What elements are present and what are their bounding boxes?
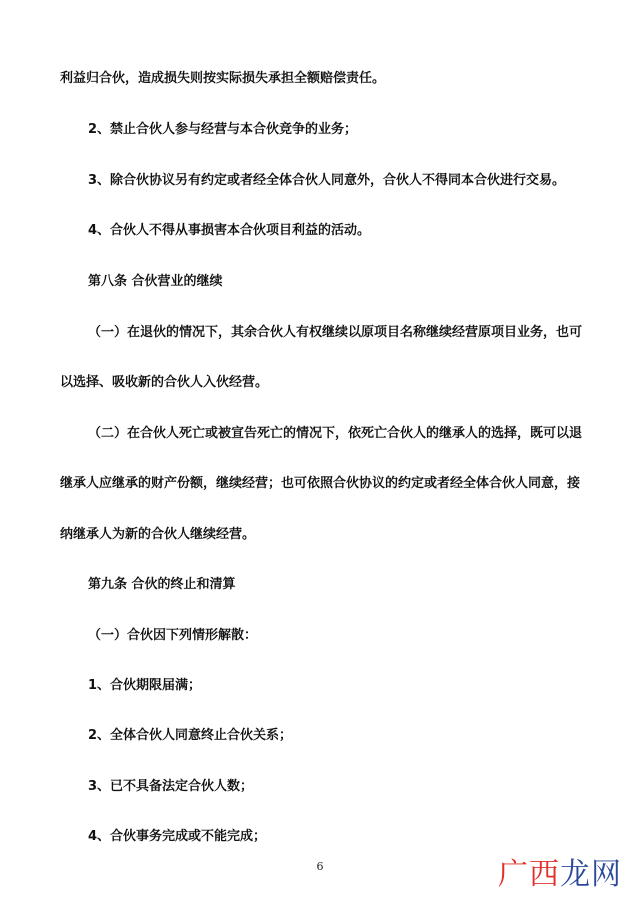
paragraph-line: 2、禁止合伙人参与经营与本合伙竞争的业务； [88, 122, 358, 137]
paragraph-line: 继承人应继承的财产份额，继续经营；也可依照合伙协议的约定或者经全体合伙人同意，接 [60, 476, 581, 491]
paragraph-line: 3、除合伙协议另有约定或者经全体合伙人同意外，合伙人不得同本合伙进行交易。 [88, 173, 566, 188]
paragraph-line: 4、合伙人不得从事损害本合伙项目利益的活动。 [88, 223, 371, 238]
watermark-logo [498, 849, 622, 893]
paragraph-line: （一）在退伙的情况下，其余合伙人有权继续以原项目名称继续经营原项目业务，也可 [88, 325, 583, 340]
paragraph-line: 利益归合伙，造成损失则按实际损失承担全额赔偿责任。 [60, 71, 386, 86]
paragraph-line: （一）合伙因下列情形解散： [88, 628, 258, 643]
watermark-text-part2: 龙网 [560, 857, 622, 892]
page-number: 6 [316, 860, 324, 873]
list-item: 4、合伙事务完成或不能完成； [88, 829, 267, 844]
list-item: 1、合伙期限届满； [88, 678, 202, 693]
list-item: 3、已不具备法定合伙人数； [88, 779, 254, 794]
paragraph-line: 以选择、吸收新的合伙人入伙经营。 [60, 375, 269, 390]
section-heading: 第九条 合伙的终止和清算 [88, 577, 236, 592]
section-heading: 第八条 合伙营业的继续 [88, 274, 223, 289]
paragraph-line: （二）在合伙人死亡或被宣告死亡的情况下，依死亡合伙人的继承人的选择，既可以退 [88, 426, 583, 441]
paragraph-line: 纳继承人为新的合伙人继续经营。 [60, 527, 256, 542]
list-item: 2、全体合伙人同意终止合伙关系； [88, 728, 293, 743]
watermark-text-part1: 广西 [498, 857, 560, 892]
